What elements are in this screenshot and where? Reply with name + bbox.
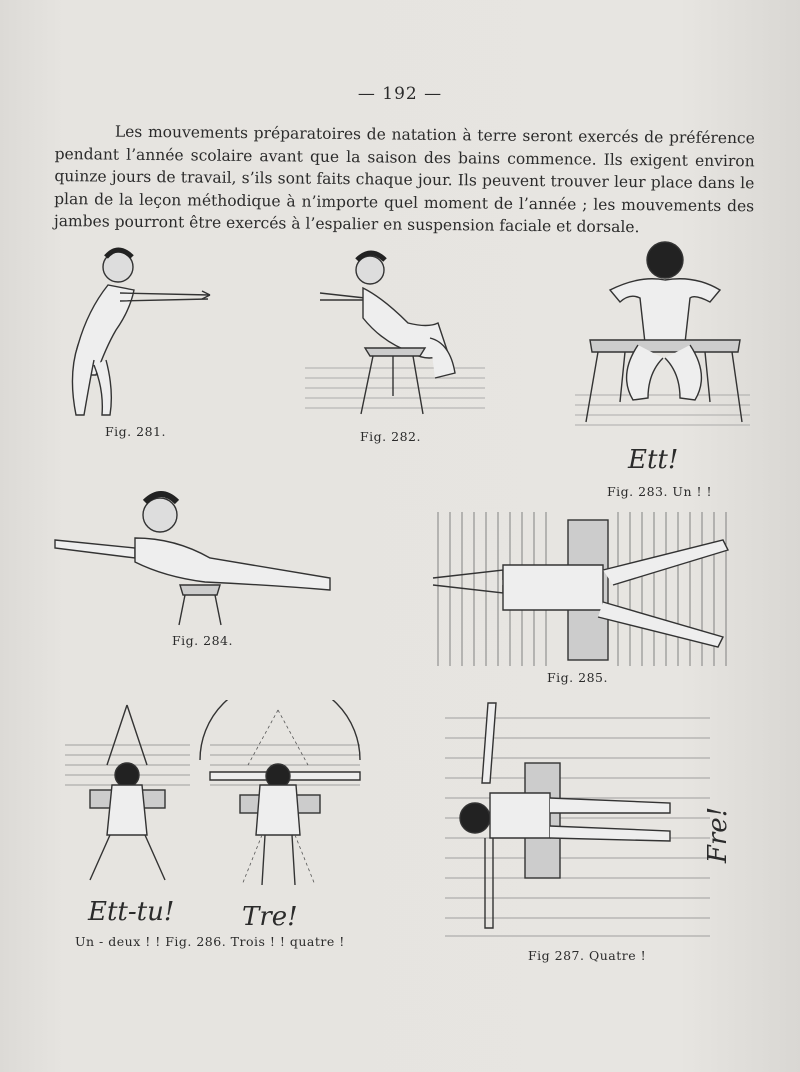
figure-286-caption: Un - deux ! ! Fig. 286. Trois ! ! quatre ! [75, 934, 345, 949]
figure-286-script-left: Ett-tu! [88, 897, 175, 927]
body-paragraph [54, 120, 755, 240]
figure-281-illustration [50, 245, 220, 420]
paragraph-text: Les mouvements préparatoires de natation à terre seront exercés de préférence pendant l’année scolaire avant que la saison des bains commence. Ils exigent environ quinze jours de travail, s’ils sont faits chaque jour. Ils peuvent trouver leur place dans le plan de la leçon méthodique à n’importe quel moment de l’année ; les mouvements des jambes pourront être exercés à l’espalier en suspension faciale et dorsale. [53, 122, 755, 237]
figure-284-caption: Fig. 284. [172, 633, 233, 648]
figure-283-illustration [570, 235, 755, 435]
figure-283-caption: Fig. 283. Un ! ! [607, 484, 713, 499]
figure-287-caption: Fig 287. Quatre ! [528, 948, 647, 963]
figure-281-caption: Fig. 281. [105, 424, 166, 439]
figure-285-illustration [428, 510, 738, 668]
figure-282-illustration [305, 248, 485, 418]
figure-287-illustration [440, 698, 730, 943]
figure-285-caption: Fig. 285. [547, 670, 608, 685]
figure-284-illustration [50, 480, 350, 630]
figure-283-script-label: Ett! [628, 445, 679, 475]
page-number: — 192 — [357, 84, 443, 104]
figure-287-script-label: Fre! [703, 806, 734, 864]
figure-282-caption: Fig. 282. [360, 429, 421, 444]
figure-286-script-right: Tre! [242, 902, 298, 932]
paragraph-indent [55, 136, 115, 137]
figure-286-illustration [60, 700, 370, 900]
